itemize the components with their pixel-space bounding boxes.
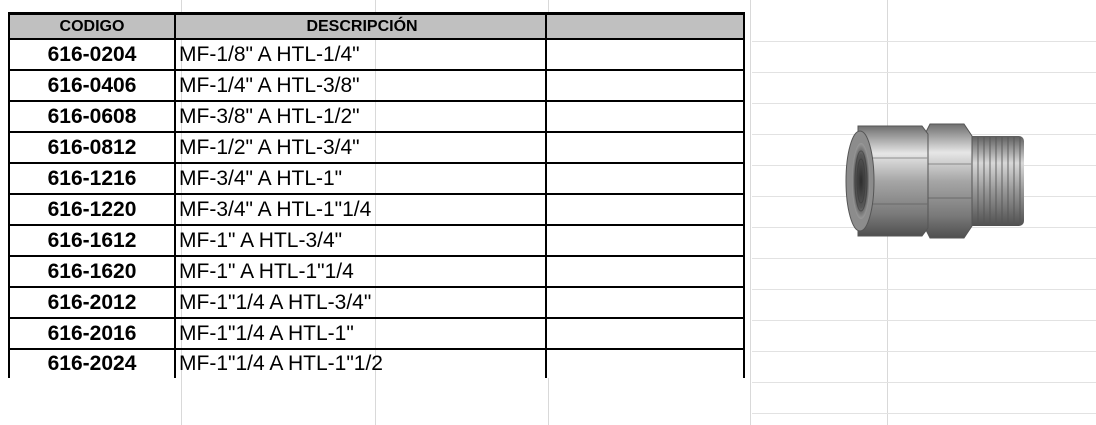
description-cell[interactable]: MF-1"1/4 A HTL-3/4" [175,287,546,318]
code-cell[interactable]: 616-0204 [9,39,175,70]
table-row [9,287,744,318]
table-row [9,225,744,256]
table-row [9,70,744,101]
description-cell[interactable]: MF-1" A HTL-1"1/4 [175,256,546,287]
code-cell[interactable]: 616-2016 [9,318,175,349]
blank-cell[interactable] [546,287,744,318]
code-cell[interactable]: 616-1612 [9,225,175,256]
gridline-row [752,413,1096,414]
gridline-row [752,103,1096,104]
blank-cell[interactable] [546,256,744,287]
table-row [9,101,744,132]
code-cell[interactable]: 616-0406 [9,70,175,101]
table-row [9,132,744,163]
header-extra[interactable] [546,14,744,40]
description-cell[interactable]: MF-3/8" A HTL-1/2" [175,101,546,132]
table-row [9,39,744,70]
blank-cell[interactable] [546,194,744,225]
code-cell[interactable]: 616-1220 [9,194,175,225]
description-cell[interactable]: MF-1" A HTL-3/4" [175,225,546,256]
description-cell[interactable]: MF-3/4" A HTL-1"1/4 [175,194,546,225]
code-cell[interactable]: 616-0812 [9,132,175,163]
gridline-row [752,351,1096,352]
gridline-row [752,258,1096,259]
description-cell[interactable]: MF-1/8" A HTL-1/4" [175,39,546,70]
code-cell[interactable]: 616-2024 [9,349,175,378]
description-cell[interactable]: MF-1/2" A HTL-3/4" [175,132,546,163]
table-row [9,163,744,194]
hex-pipe-adapter-fitting-icon [838,106,1038,256]
gridline-row [752,382,1096,383]
blank-cell[interactable] [546,39,744,70]
description-cell[interactable]: MF-3/4" A HTL-1" [175,163,546,194]
gridline-row [752,320,1096,321]
header-row [9,14,744,40]
table-row [9,318,744,349]
description-cell[interactable]: MF-1/4" A HTL-3/8" [175,70,546,101]
blank-cell[interactable] [546,132,744,163]
code-cell[interactable]: 616-1620 [9,256,175,287]
blank-cell[interactable] [546,225,744,256]
code-cell[interactable]: 616-0608 [9,101,175,132]
product-table [8,12,745,378]
header-description[interactable]: DESCRIPCIÓN [175,14,546,40]
code-cell[interactable]: 616-1216 [9,163,175,194]
gridline-row [752,41,1096,42]
code-cell[interactable]: 616-2012 [9,287,175,318]
table-row [9,256,744,287]
table-row [9,349,744,378]
description-cell[interactable]: MF-1"1/4 A HTL-1" [175,318,546,349]
blank-cell[interactable] [546,101,744,132]
blank-cell[interactable] [546,70,744,101]
table-row [9,194,744,225]
blank-cell[interactable] [546,163,744,194]
gridline-col [750,0,751,425]
header-code[interactable]: CODIGO [9,14,175,40]
blank-cell[interactable] [546,318,744,349]
description-cell[interactable]: MF-1"1/4 A HTL-1"1/2 [175,349,546,378]
blank-cell[interactable] [546,349,744,378]
gridline-row [752,289,1096,290]
gridline-row [752,72,1096,73]
